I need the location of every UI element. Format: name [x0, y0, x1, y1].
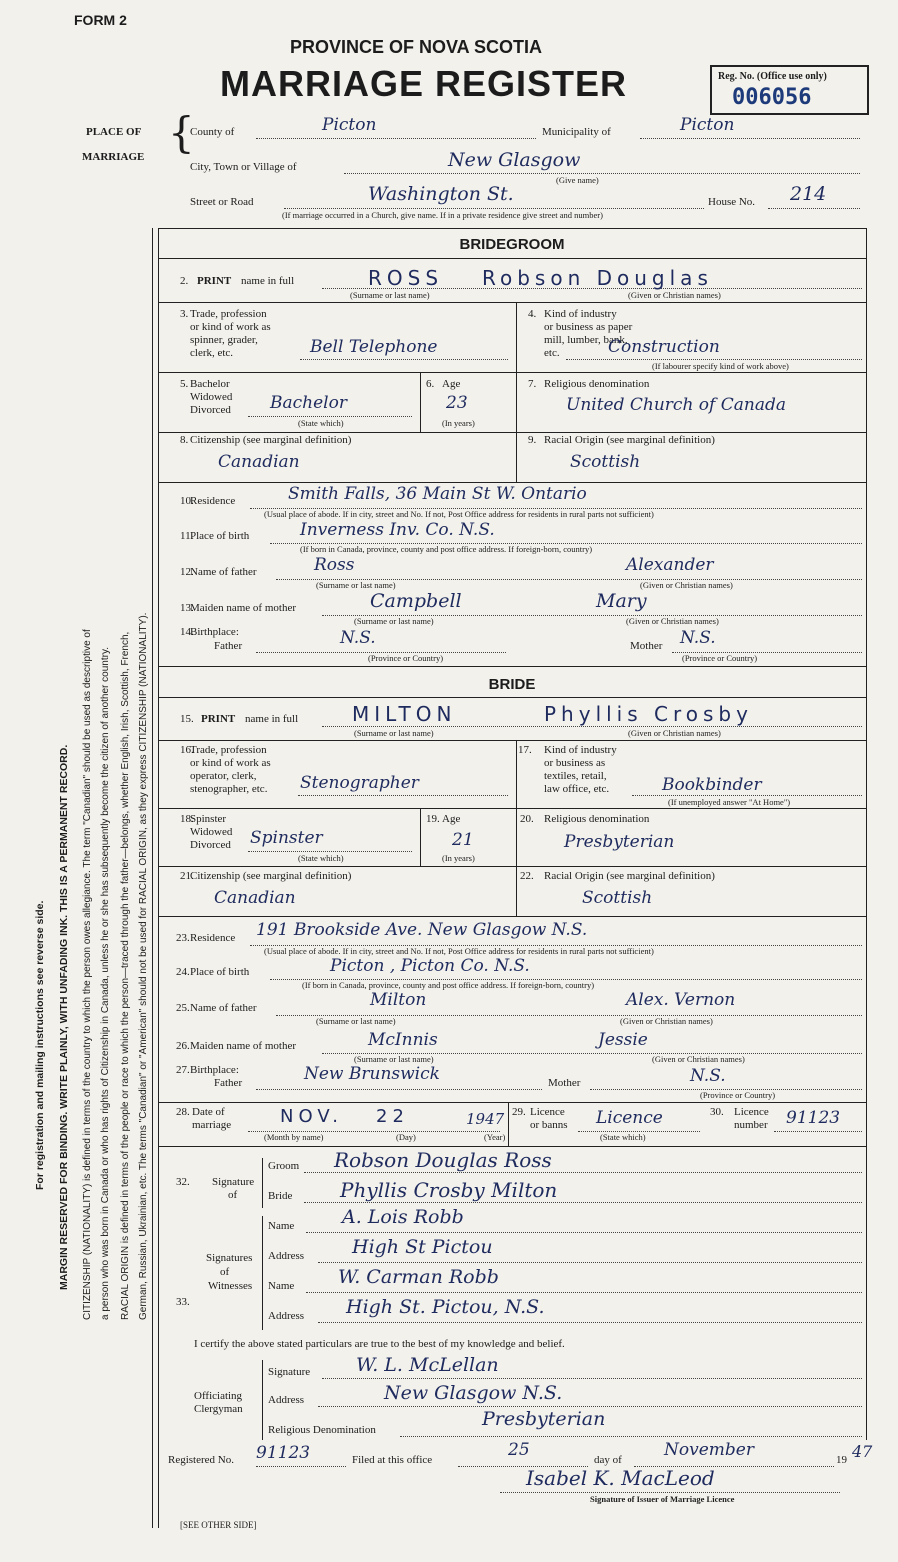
field-28-l2: marriage [192, 1119, 232, 1131]
municipality-line [640, 138, 860, 139]
filed-month: November [664, 1440, 754, 1460]
field-3-num: 3. [180, 308, 189, 320]
field-28-l1: Date of [192, 1106, 225, 1118]
rule [158, 1102, 866, 1103]
house-value: 214 [790, 183, 827, 205]
bride-father-given: Alex. Vernon [626, 990, 736, 1010]
place-note: (If marriage occurred in a Church, give name. If in a private residence give street and number) [282, 210, 603, 220]
clergy-address: New Glasgow N.S. [384, 1382, 563, 1404]
field-17-l1: Kind of industry [544, 744, 617, 756]
field-4-l4: etc. [544, 347, 560, 359]
groom-mother-surname: Campbell [370, 590, 462, 612]
form-number: FORM 2 [74, 12, 127, 28]
groom-given-sub: (Given or Christian names) [628, 290, 721, 300]
groom-surname: ROSS [368, 266, 444, 290]
clergy-sig-label: Signature [268, 1366, 311, 1378]
divider [420, 372, 421, 432]
rule [158, 666, 866, 667]
field-14-label: Birthplace: [190, 626, 239, 638]
witness-1-address: High St Pictou [352, 1236, 493, 1258]
field-13-num: 13. [180, 602, 194, 614]
line [304, 1202, 862, 1203]
prov-country-sub: (Province or Country) [700, 1090, 776, 1100]
field-7-num: 7. [528, 378, 537, 390]
field-9-num: 9. [528, 434, 537, 446]
bride-surname: MILTON [352, 702, 457, 726]
place-label-1: PLACE OF [86, 126, 142, 138]
field-19-num: 19. [426, 813, 440, 825]
rule [158, 432, 866, 433]
city-line [344, 173, 860, 174]
field-16-l2: or kind of work as [190, 757, 271, 769]
field-12-num: 12. [180, 566, 194, 578]
field-4-l1: Kind of industry [544, 308, 617, 320]
house-line [768, 208, 860, 209]
field-10-label: Residence [190, 495, 236, 507]
groom-given: Robson Douglas [482, 266, 713, 290]
field-17-l2: or business as [544, 757, 606, 769]
margin-line-3: CITIZENSHIP (NATIONALITY) is defined in terms of the country to which the person owes allegiance. The term "Canadian" should be used as descriptive of [82, 629, 93, 1320]
field-3-l3: spinner, grader, [190, 334, 258, 346]
line [304, 1172, 862, 1173]
field-20-num: 20. [520, 813, 534, 825]
line [300, 359, 508, 360]
state-which-sub: (State which) [298, 853, 344, 863]
line [298, 795, 508, 796]
bride-residence: 191 Brookside Ave. New Glasgow N.S. [256, 920, 588, 940]
line [632, 795, 862, 796]
bride-mother-given: Jessie [598, 1030, 648, 1050]
field-29-l2: or banns [530, 1119, 568, 1131]
rule [158, 258, 866, 259]
marriage-year: 1947 [466, 1110, 505, 1128]
field-14-mother: Mother [630, 640, 663, 652]
divider [516, 866, 517, 916]
county-line [256, 138, 536, 139]
bride-given-sub: (Given or Christian names) [628, 728, 721, 738]
officiating-l1: Officiating [194, 1390, 243, 1402]
rule [158, 372, 866, 373]
licence-number: 91123 [786, 1108, 841, 1128]
field-32-num: 32. [176, 1176, 190, 1188]
groom-citizenship: Canadian [218, 452, 300, 472]
field-12-label: Name of father [190, 566, 257, 578]
groom-sig-label: Groom [268, 1160, 300, 1172]
mother-given-sub: (Given or Christian names) [652, 1054, 745, 1064]
margin-line-4: a person who was born in Canada or who has rights of Citizenship in Canada, unless he or she has subsequently become the citizen of another country. [100, 647, 111, 1320]
field-24-sub: (If born in Canada, province, county and post office address. If foreign-born, country) [302, 980, 595, 990]
line [566, 359, 862, 360]
groom-father-birthplace: N.S. [340, 628, 376, 648]
margin-line-2: MARGIN RESERVED FOR BINDING. WRITE PLAINLY, WITH UNFADING INK. THIS IS A PERMANENT RECORD. [58, 744, 70, 1290]
field-30-l2: number [734, 1119, 768, 1131]
year-sub: (Year) [484, 1132, 506, 1142]
field-3-l2: or kind of work as [190, 321, 271, 333]
field-18-l1: Spinster [190, 813, 227, 825]
clergy-denomination: Presbyterian [482, 1408, 606, 1430]
groom-origin: Scottish [570, 452, 641, 472]
line [318, 1262, 862, 1263]
field-15-num: 15. [180, 713, 194, 725]
clergy-signature: W. L. McLellan [356, 1354, 499, 1376]
line [256, 1089, 542, 1090]
form-left-border-inner [158, 228, 159, 1528]
field-27-mother: Mother [548, 1077, 581, 1089]
line [306, 1292, 862, 1293]
field-21-num: 21. [180, 870, 194, 882]
field-33-l2: of [220, 1266, 230, 1278]
field-2-label: name in full [241, 275, 295, 287]
groom-surname-sub: (Surname or last name) [350, 290, 430, 300]
divider [516, 740, 517, 870]
groom-father-surname: Ross [314, 555, 355, 575]
field-17-l3: textiles, retail, [544, 770, 607, 782]
field-16-l4: stenographer, etc. [190, 783, 268, 795]
divider [420, 808, 421, 866]
street-line [284, 208, 704, 209]
field-4-num: 4. [528, 308, 537, 320]
filed-day: 25 [508, 1440, 530, 1460]
line [500, 1492, 840, 1493]
reg-number: 006056 [732, 85, 812, 110]
bride-father-surname: Milton [370, 990, 427, 1010]
field-4-sub: (If labourer specify kind of work above) [652, 361, 789, 371]
divider [516, 302, 517, 432]
line [322, 726, 862, 727]
field-5-l1: Bachelor [190, 378, 230, 390]
field-10-num: 10. [180, 495, 194, 507]
line [306, 1232, 862, 1233]
field-8-label: Citizenship (see marginal definition) [190, 434, 352, 446]
rule [158, 740, 866, 741]
groom-mother-given: Mary [596, 590, 647, 612]
place-brace: { [168, 108, 195, 157]
bracket [262, 1360, 263, 1440]
margin-line-1: For registration and mailing instructions see reverse side. [34, 900, 46, 1190]
form-left-border [152, 228, 153, 1528]
field-2-num: 2. [180, 275, 189, 287]
field-33-l3: Witnesses [208, 1280, 253, 1292]
bride-sig-label: Bride [268, 1190, 293, 1202]
line [248, 851, 412, 852]
bride-status: Spinster [250, 828, 323, 848]
w2-address-label: Address [268, 1310, 305, 1322]
line [248, 416, 412, 417]
rule [158, 916, 866, 917]
w1-address-label: Address [268, 1250, 305, 1262]
clergy-denom-label: Religious Denomination [268, 1424, 376, 1436]
field-6-label: Age [442, 378, 461, 390]
bride-age: 21 [452, 830, 474, 850]
state-which-sub: (State which) [600, 1132, 646, 1142]
day-of-label: day of [594, 1454, 622, 1466]
field-22-num: 22. [520, 870, 534, 882]
rule [158, 482, 866, 483]
field-10-sub: (Usual place of abode. If in city, street and No. If not, Post Office address for residents in rural parts not sufficient) [264, 509, 654, 519]
bracket [262, 1158, 263, 1208]
field-20-label: Religious denomination [544, 813, 650, 825]
form-top-border [158, 228, 866, 229]
bride-section-title: BRIDE [488, 676, 536, 693]
street-label: Street or Road [190, 196, 254, 208]
field-17-l4: law office, etc. [544, 783, 610, 795]
field-21-label: Citizenship (see marginal definition) [190, 870, 352, 882]
father-given-sub: (Given or Christian names) [620, 1016, 713, 1026]
field-23-num: 23. [176, 932, 190, 944]
father-surname-sub: (Surname or last name) [316, 1016, 396, 1026]
line [318, 1406, 862, 1407]
field-16-num: 16. [180, 744, 194, 756]
document-title: MARRIAGE REGISTER [220, 63, 628, 104]
witness-2-address: High St. Pictou, N.S. [346, 1296, 545, 1318]
bride-given: Phyllis Crosby [544, 702, 753, 726]
field-25-num: 25. [176, 1002, 190, 1014]
groom-residence: Smith Falls, 36 Main St W. Ontario [288, 484, 587, 504]
field-15-label: name in full [245, 713, 299, 725]
line [400, 1436, 862, 1437]
bride-trade: Stenographer [300, 773, 419, 793]
mother-given-sub: (Given or Christian names) [626, 616, 719, 626]
field-29-num: 29. [512, 1106, 526, 1118]
field-4-l3: mill, lumber, bank, [544, 334, 628, 346]
field-23-label: Residence [190, 932, 236, 944]
field-7-label: Religious denomination [544, 378, 650, 390]
place-label-2: MARRIAGE [82, 151, 145, 163]
reg-label: Reg. No. (Office use only) [718, 71, 827, 82]
field-18-l2: Widowed [190, 826, 233, 838]
mother-surname-sub: (Surname or last name) [354, 1054, 434, 1064]
father-surname-sub: (Surname or last name) [316, 580, 396, 590]
groom-birthplace: Inverness Inv. Co. N.S. [300, 520, 495, 540]
field-4-l2: or business as paper [544, 321, 633, 333]
field-8-num: 8. [180, 434, 189, 446]
groom-industry: Construction [608, 337, 720, 357]
marriage-month: NOV. [280, 1106, 344, 1127]
county-label: County of [190, 126, 235, 138]
certify-text: I certify the above stated particulars are true to the best of my knowledge and belief. [194, 1338, 565, 1350]
field-19-label: Age [442, 813, 461, 825]
field-3-l4: clerk, etc. [190, 347, 234, 359]
field-17-sub: (If unemployed answer "At Home") [668, 797, 791, 807]
field-23-sub: (Usual place of abode. If in city, street and No. If not, Post Office address for residents in rural parts not sufficient) [264, 946, 654, 956]
field-16-l1: Trade, profession [190, 744, 267, 756]
field-14-num: 14. [180, 626, 194, 638]
rule [158, 302, 866, 303]
field-32-l1: Signature [212, 1176, 255, 1188]
field-25-label: Name of father [190, 1002, 257, 1014]
groom-mother-birthplace: N.S. [680, 628, 716, 648]
form-right-border [866, 228, 867, 1440]
licence-or-banns: Licence [596, 1108, 663, 1128]
field-24-label: Place of birth [190, 966, 250, 978]
field-26-label: Maiden name of mother [190, 1040, 296, 1052]
rule [158, 697, 866, 698]
month-sub: (Month by name) [264, 1132, 324, 1142]
filed-year: 47 [852, 1442, 873, 1461]
prov-country-sub: (Province or Country) [682, 653, 758, 663]
issuer-signature: Isabel K. MacLeod [526, 1466, 715, 1490]
bride-signature: Phyllis Crosby Milton [340, 1178, 558, 1202]
groom-father-given: Alexander [626, 555, 714, 575]
officiating-l2: Clergyman [194, 1403, 243, 1415]
street-value: Washington St. [368, 183, 514, 205]
bracket [262, 1216, 263, 1330]
groom-religion: United Church of Canada [566, 395, 786, 415]
province-heading: PROVINCE OF NOVA SCOTIA [290, 37, 543, 57]
groom-signature: Robson Douglas Ross [334, 1148, 552, 1172]
field-16-l3: operator, clerk, [190, 770, 257, 782]
day-sub: (Day) [396, 1132, 416, 1142]
w2-name-label: Name [268, 1280, 295, 1292]
field-30-num: 30. [710, 1106, 724, 1118]
field-27-num: 27. [176, 1064, 190, 1076]
bride-citizenship: Canadian [214, 888, 296, 908]
clergy-address-label: Address [268, 1394, 305, 1406]
bride-religion: Presbyterian [564, 832, 675, 852]
give-name-note: (Give name) [556, 175, 599, 185]
city-label: City, Town or Village of [190, 161, 297, 173]
field-3-l1: Trade, profession [190, 308, 267, 320]
line [318, 1322, 862, 1323]
mother-surname-sub: (Surname or last name) [354, 616, 434, 626]
house-label: House No. [708, 196, 756, 208]
field-30-l1: Licence [734, 1106, 769, 1118]
field-28-num: 28. [176, 1106, 190, 1118]
in-years-sub: (In years) [442, 418, 475, 428]
rule [158, 866, 866, 867]
registered-label: Registered No. [168, 1454, 234, 1466]
field-11-sub: (If born in Canada, province, county and post office address. If foreign-born, country) [300, 544, 593, 554]
bride-industry: Bookbinder [662, 775, 762, 795]
witness-1-name: A. Lois Robb [342, 1206, 464, 1228]
bride-surname-sub: (Surname or last name) [354, 728, 434, 738]
field-24-num: 24. [176, 966, 190, 978]
field-15-print: PRINT [201, 713, 236, 725]
line [322, 1378, 862, 1379]
field-13-label: Maiden name of mother [190, 602, 296, 614]
line [774, 1131, 862, 1132]
field-5-l3: Divorced [190, 404, 231, 416]
year-prefix: 19 [836, 1454, 847, 1466]
field-18-l3: Divorced [190, 839, 231, 851]
county-value: Picton [322, 115, 377, 135]
field-29-l1: Licence [530, 1106, 565, 1118]
city-value: New Glasgow [448, 149, 581, 171]
reg-number-box [710, 65, 869, 115]
municipality-value: Picton [680, 115, 735, 135]
field-17-num: 17. [518, 744, 532, 756]
field-26-num: 26. [176, 1040, 190, 1052]
groom-age: 23 [446, 393, 468, 413]
field-6-num: 6. [426, 378, 435, 390]
filed-label: Filed at this office [352, 1454, 433, 1466]
margin-line-5: RACIAL ORIGIN is defined in terms of the people or race to which the person—traced through the father—belongs, whether English, Irish, Scottish, French, [120, 631, 131, 1320]
field-9-label: Racial Origin (see marginal definition) [544, 434, 715, 446]
field-2-print: PRINT [197, 275, 232, 287]
registered-number: 91123 [256, 1443, 311, 1463]
w1-name-label: Name [268, 1220, 295, 1232]
field-32-l2: of [228, 1189, 238, 1201]
field-5-num: 5. [180, 378, 189, 390]
line [256, 1466, 346, 1467]
witness-2-name: W. Carman Robb [338, 1266, 499, 1288]
field-11-num: 11. [180, 530, 194, 542]
bride-mother-surname: McInnis [368, 1030, 438, 1050]
divider [516, 432, 517, 482]
field-22-label: Racial Origin (see marginal definition) [544, 870, 715, 882]
field-5-l2: Widowed [190, 391, 233, 403]
field-14-father: Father [214, 640, 243, 652]
field-11-label: Place of birth [190, 530, 250, 542]
field-33-num: 33. [176, 1296, 190, 1308]
municipality-label: Municipality of [542, 126, 611, 138]
issuer-label: Signature of Issuer of Marriage Licence [590, 1494, 735, 1504]
prov-country-sub: (Province or Country) [368, 653, 444, 663]
groom-section-title: BRIDEGROOM [459, 236, 565, 253]
margin-line-6: German, Russian, Ukrainian, etc. The terms "Canadian" or "American" should not be used for RACIAL ORIGIN, as they express CITIZENSHIP (NATIONALITY). [138, 612, 149, 1320]
bride-origin: Scottish [582, 888, 653, 908]
groom-status: Bachelor [270, 393, 347, 413]
see-other-side: [SEE OTHER SIDE] [180, 1520, 257, 1530]
divider [508, 1102, 509, 1146]
in-years-sub: (In years) [442, 853, 475, 863]
field-33-l1: Signatures [206, 1252, 253, 1264]
field-18-num: 18. [180, 813, 194, 825]
bride-mother-birthplace: N.S. [690, 1066, 726, 1086]
state-which-sub: (State which) [298, 418, 344, 428]
father-given-sub: (Given or Christian names) [640, 580, 733, 590]
field-27-label: Birthplace: [190, 1064, 239, 1076]
bride-birthplace: Picton , Picton Co. N.S. [330, 956, 530, 976]
rule [158, 808, 866, 809]
groom-trade: Bell Telephone [310, 337, 438, 357]
rule [158, 1146, 866, 1147]
field-27-father: Father [214, 1077, 243, 1089]
marriage-day: 22 [376, 1106, 409, 1127]
bride-father-birthplace: New Brunswick [304, 1064, 440, 1084]
